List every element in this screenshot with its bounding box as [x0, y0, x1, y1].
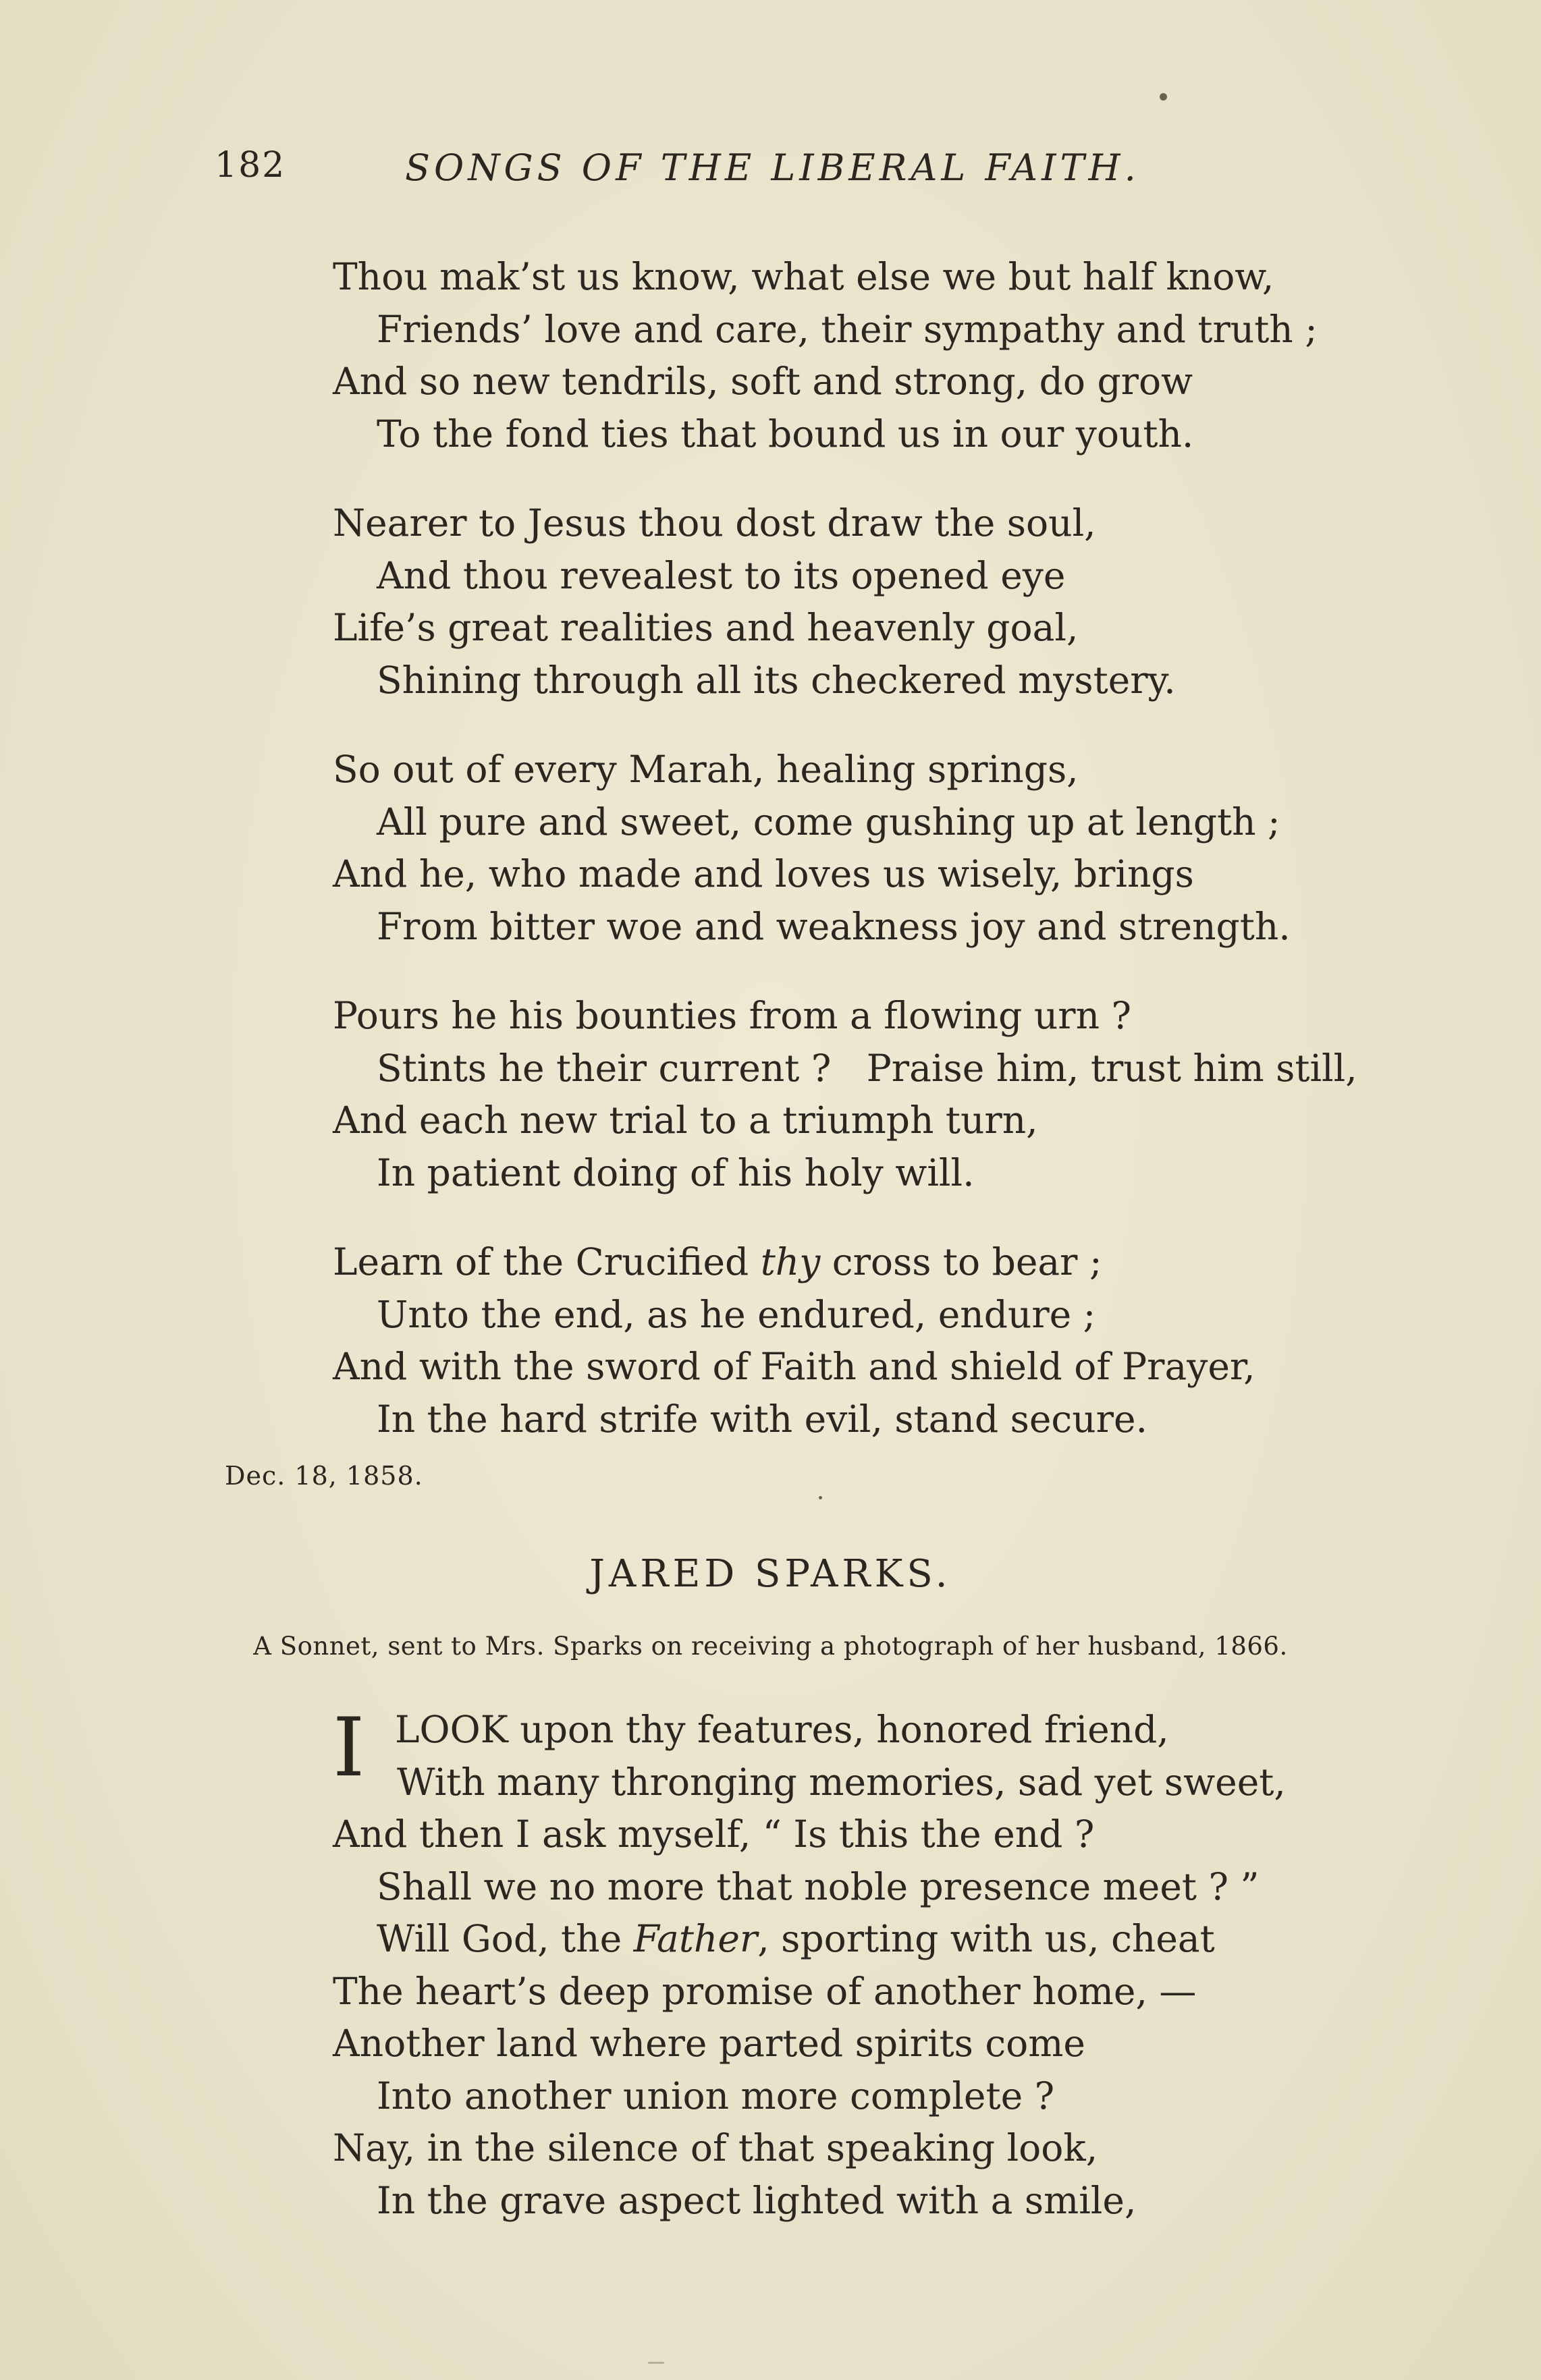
poem-line: In the hard strife with evil, stand secure.	[377, 1397, 1147, 1441]
poem-line: Friends’ love and care, their sympathy and truth ;	[377, 307, 1318, 351]
poem-line: Stints he their current ? Praise him, trust him still,	[377, 1046, 1357, 1090]
poem-line: Nearer to Jesus thou dost draw the soul,	[333, 501, 1096, 545]
sonnet-title: JARED SPARKS.	[589, 1552, 952, 1596]
running-title: SONGS OF THE LIBERAL FAITH.	[405, 146, 1140, 189]
poem-line: And he, who made and loves us wisely, brings	[333, 852, 1194, 895]
stanza	[333, 251, 1413, 460]
sonnet-line: And then I ask myself, “ Is this the end ?	[333, 1812, 1095, 1856]
sonnet-line: Nay, in the silence of that speaking look,	[333, 2126, 1098, 2169]
stanza	[333, 497, 1413, 707]
italic-word: Father	[633, 1917, 758, 1960]
poem-line: And thou revealest to its opened eye	[377, 553, 1066, 597]
sonnet-line: Shall we no more that noble presence meet ? ”	[377, 1864, 1260, 1908]
italic-word: thy	[760, 1240, 821, 1283]
ink-speck	[1160, 93, 1167, 101]
sonnet-line: The heart’s deep promise of another home, —	[333, 1969, 1197, 2013]
poem-line: Thou mak’st us know, what else we but half know,	[333, 255, 1274, 298]
stanza	[333, 990, 1413, 1199]
poem	[333, 251, 1413, 1483]
sonnet-line: Another land where parted spirits come	[333, 2022, 1085, 2065]
page-number: 182	[215, 145, 286, 186]
line-text: Will God, the	[377, 1917, 634, 1960]
poem-line: And so new tendrils, soft and strong, do grow	[333, 360, 1193, 403]
poem-line: And with the sword of Faith and shield of Prayer,	[333, 1345, 1255, 1388]
running-head	[0, 145, 1541, 206]
line-text: Learn of the Crucified	[333, 1240, 761, 1283]
poem-line: So out of every Marah, healing springs,	[333, 748, 1079, 791]
line-text: cross to bear ;	[820, 1240, 1102, 1283]
ink-speck	[819, 1496, 822, 1499]
sonnet-line	[333, 1913, 1413, 1966]
poem-line: All pure and sweet, come gushing up at length ;	[377, 800, 1280, 843]
sonnet-line: LOOK upon thy features, honored friend,	[395, 1708, 1169, 1751]
line-text: , sporting with us, cheat	[757, 1917, 1215, 1960]
poem-line: In patient doing of his holy will.	[377, 1151, 975, 1194]
stanza	[333, 1236, 1413, 1445]
poem-line	[333, 1236, 1413, 1289]
drop-cap: I	[333, 1701, 365, 1795]
sonnet-subtitle: A Sonnet, sent to Mrs. Sparks on receiving a photograph of her husband, 1866.	[253, 1632, 1288, 1661]
sonnet-line: With many thronging memories, sad yet sweet,	[397, 1760, 1286, 1804]
poem-line: And each new trial to a triumph turn,	[333, 1099, 1038, 1142]
sonnet	[333, 1701, 1413, 2227]
sonnet-line: In the grave aspect lighted with a smile,	[377, 2178, 1137, 2222]
poem-date: Dec. 18, 1858.	[225, 1461, 423, 1491]
sonnet-line: Into another union more complete ?	[377, 2074, 1055, 2118]
ink-speck	[648, 2362, 664, 2364]
poem-line: Shining through all its checkered mystery.	[377, 658, 1176, 702]
poem-line: To the fond ties that bound us in our youth.	[377, 412, 1194, 455]
poem-line: Unto the end, as he endured, endure ;	[377, 1292, 1096, 1336]
poem-line: From bitter woe and weakness joy and strength.	[377, 904, 1291, 948]
poem-line: Life’s great realities and heavenly goal,	[333, 606, 1079, 649]
poem-line: Pours he his bounties from a flowing urn ?	[333, 994, 1131, 1037]
stanza	[333, 744, 1413, 953]
